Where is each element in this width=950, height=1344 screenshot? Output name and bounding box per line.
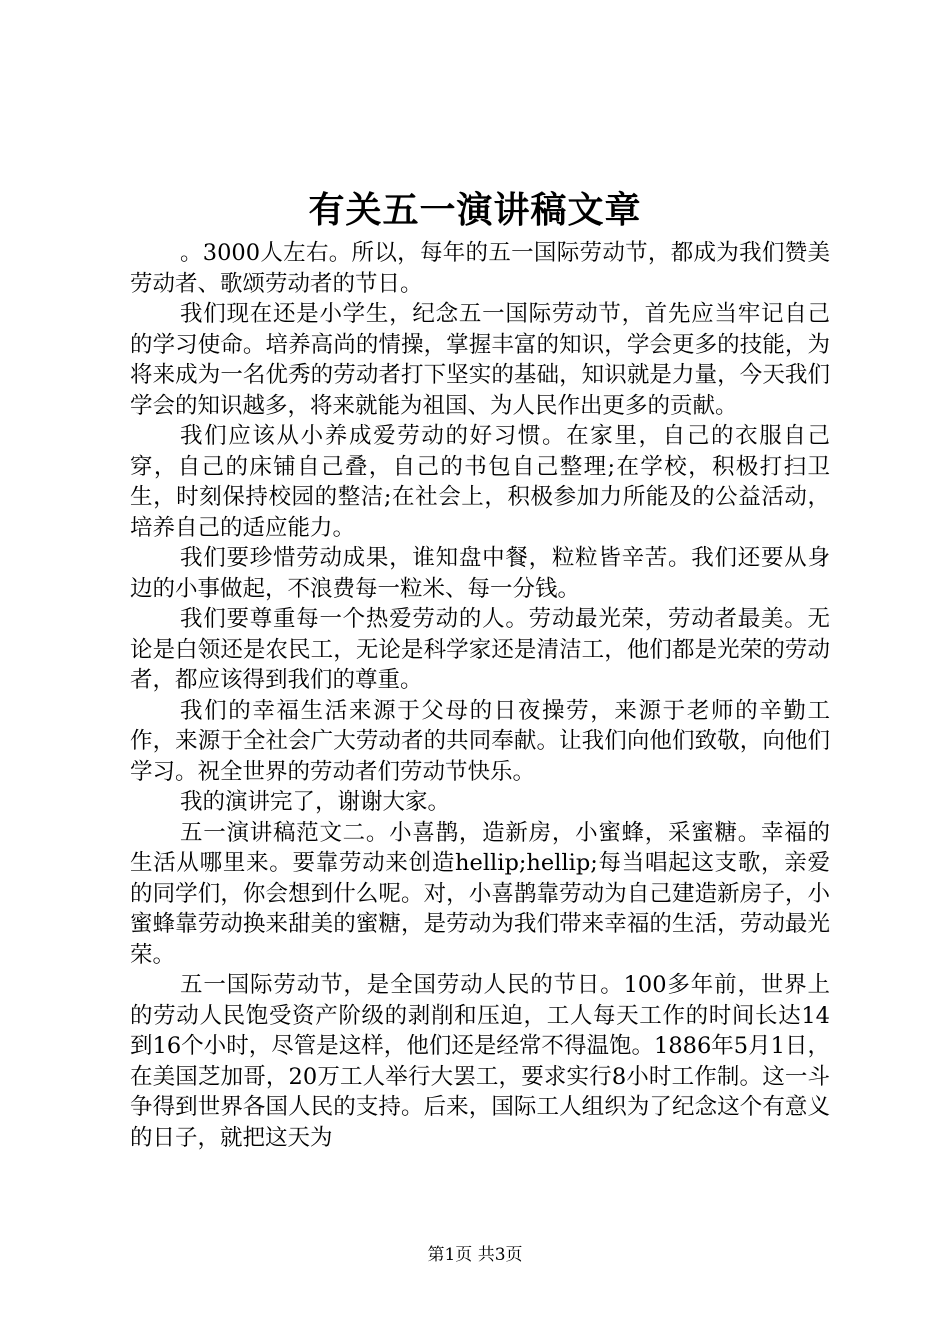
paragraph: 我们的幸福生活来源于父母的日夜操劳，来源于老师的辛勤工作，来源于全社会广大劳动者的共同奉献。让我们向他们致敬，向他们学习。祝全世界的劳动者们劳动节快乐。: [130, 697, 830, 785]
paragraph: 我们要珍惜劳动成果，谁知盘中餐，粒粒皆辛苦。我们还要从身边的小事做起，不浪费每一粒米、每一分钱。: [130, 545, 830, 602]
paragraph: 我的演讲完了，谢谢大家。: [180, 789, 451, 815]
paragraph: 五一演讲稿范文二。小喜鹊，造新房，小蜜蜂，采蜜糖。幸福的生活从哪里来。要靠劳动来创造hellip;hellip;每当唱起这支歌，亲爱的同学们，你会想到什么呢。对，小喜鹊靠劳动为自己建造新房子，小蜜蜂靠劳动换来甜美的蜜糖，是劳动为我们带来幸福的生活，劳动最光荣。: [130, 819, 830, 968]
paragraph: 五一国际劳动节，是全国劳动人民的节日。100多年前，世界上的劳动人民饱受资产阶级的剥削和压迫，工人每天工作的时间长达14到16个小时，尽管是这样，他们还是经常不得温饱。1886年5月1日，在美国芝加哥，20万工人举行大罢工，要求实行8小时工作制。这一斗争得到世界各国人民的支持。后来，国际工人组织为了纪念这个有意义的日子，就把这天为: [130, 972, 830, 1151]
page-footer: 第1页 共3页: [427, 1245, 523, 1265]
paragraph: 我们现在还是小学生，纪念五一国际劳动节，首先应当牢记自己的学习使命。培养高尚的情操，掌握丰富的知识，学会更多的技能，为将来成为一名优秀的劳动者打下坚实的基础，知识就是力量，今天我们学会的知识越多，将来就能为祖国、为人民作出更多的贡献。: [130, 301, 830, 419]
document-body: [130, 238, 830, 1153]
paragraph: 我们要尊重每一个热爱劳动的人。劳动最光荣，劳动者最美。无论是白领还是农民工，无论是科学家还是清洁工，他们都是光荣的劳动者，都应该得到我们的尊重。: [130, 606, 830, 693]
paragraph: 我们应该从小养成爱劳动的好习惯。在家里，自己的衣服自己穿，自己的床铺自己叠，自己的书包自己整理;在学校，积极打扫卫生，时刻保持校园的整洁;在社会上，积极参加力所能及的公益活动，培养自己的适应能力。: [130, 423, 830, 541]
paragraph: 。3000人左右。所以，每年的五一国际劳动节，都成为我们赞美劳动者、歌颂劳动者的节日。: [130, 240, 830, 297]
document-title: 有关五一演讲稿文章: [308, 189, 642, 231]
